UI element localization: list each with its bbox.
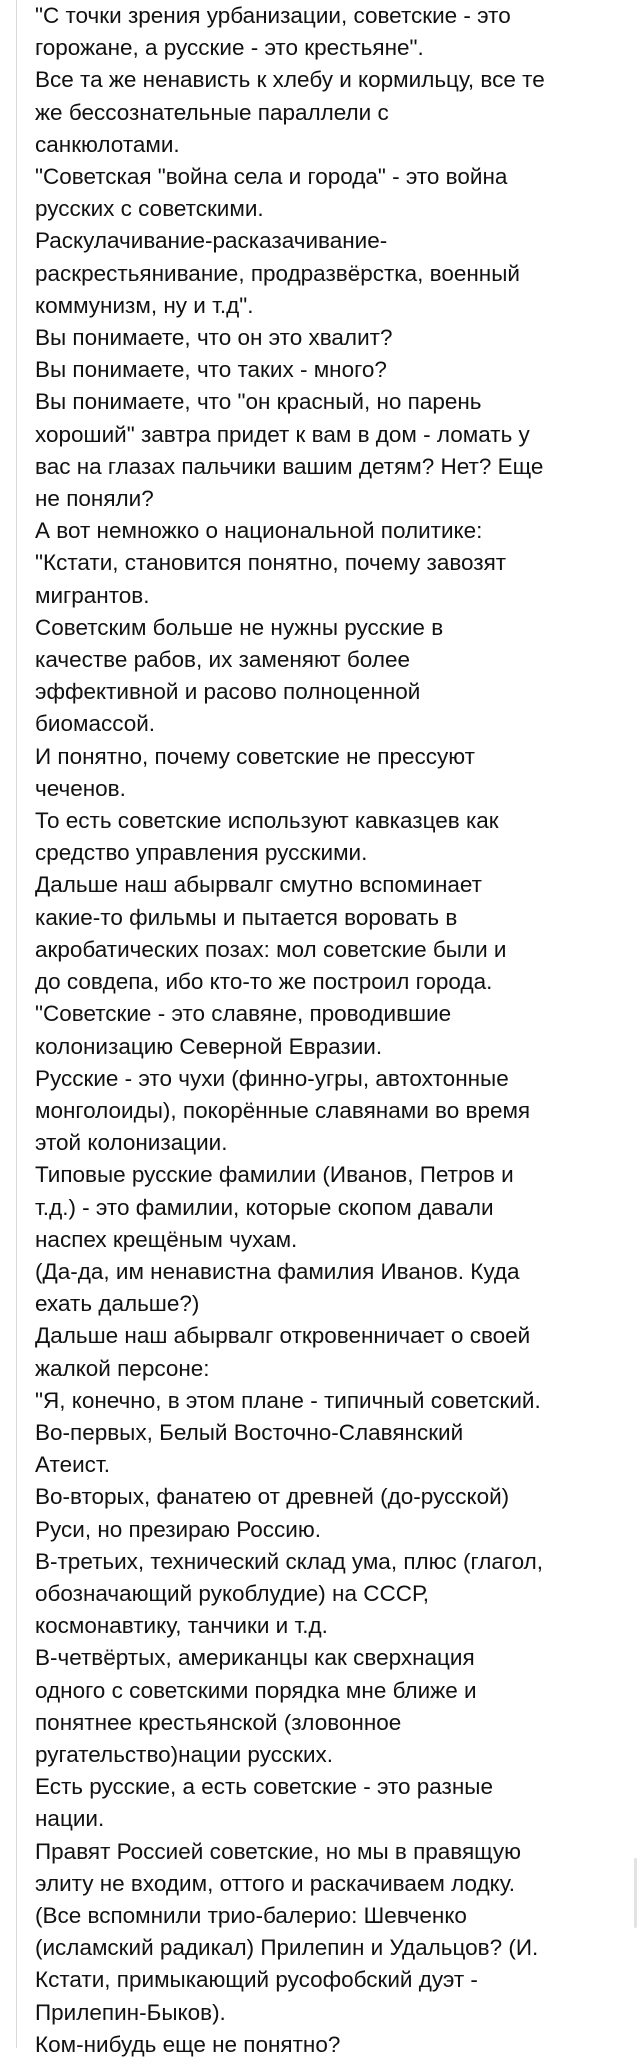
- post-text-line: раскрестьянивание, продразвёрстка, военный: [35, 260, 520, 286]
- post-text-line: Во-первых, Белый Восточно-Славянский: [35, 1419, 464, 1445]
- post-text-line: "Советская "война села и города" - это война: [35, 164, 508, 190]
- post-text-line: Правят Россией советские, но мы в правящую: [35, 1838, 522, 1864]
- post-text-line: жалкой персоне:: [35, 1355, 210, 1381]
- left-border-line: [16, 0, 17, 2048]
- post-text-line: Прилепин-Быков).: [35, 1999, 226, 2025]
- post-text-line: Дальше наш абырвалг смутно вспоминает: [35, 872, 482, 898]
- post-text-line: В-третьих, технический склад ума, плюс (глагол,: [35, 1548, 543, 1574]
- post-text-line: мигрантов.: [35, 582, 150, 608]
- post-text-line: качестве рабов, их заменяют более: [35, 647, 410, 673]
- post-text-line: русских с советскими.: [35, 196, 264, 222]
- post-text-line: Вы понимаете, что "он красный, но парень: [35, 389, 482, 415]
- post-text-line: биомассой.: [35, 711, 156, 737]
- post-text-line: чеченов.: [35, 775, 126, 801]
- post-text-line: "Я, конечно, в этом плане - типичный советский.: [35, 1387, 541, 1413]
- post-text-line: "Кстати, становится понятно, почему завозят: [35, 550, 507, 576]
- post-text-line: акробатических позах: мол советские были и: [35, 936, 507, 962]
- post-text-line: средство управления русскими.: [35, 840, 368, 866]
- post-text-line: горожане, а русские - это крестьяне".: [35, 35, 424, 61]
- post-text-line: Все та же ненависть к хлебу и кормильцу, все те: [35, 67, 545, 93]
- post-text-line: Ком-нибудь еще не понятно?: [35, 2031, 341, 2057]
- post-text-line: элиту не входим, оттого и раскачиваем лодку.: [35, 1870, 516, 1896]
- post-text-line: колонизацию Северной Евразии.: [35, 1033, 383, 1059]
- post-text-line: не поняли?: [35, 486, 154, 512]
- post-text-line: понятнее крестьянской (зловонное: [35, 1709, 402, 1735]
- post-text-line: Типовые русские фамилии (Иванов, Петров и: [35, 1162, 514, 1188]
- post-text-line: Руси, но презираю Россию.: [35, 1516, 321, 1542]
- post-text-line: "С точки зрения урбанизации, советские - это: [35, 3, 511, 28]
- post-text-line: Вы понимаете, что он это хвалит?: [35, 325, 393, 351]
- post-text-line: обозначающий рукоблудие) на СССР,: [35, 1580, 429, 1606]
- post-text-line: Советским больше не нужны русские в: [35, 614, 444, 640]
- post-text-line: Раскулачивание-расказачивание-: [35, 228, 388, 254]
- post-text-line: (исламский радикал) Прилепин и Удальцов? (И.: [35, 1935, 539, 1961]
- post-text-line: вас на глазах пальчики вашим детям? Нет? Еще: [35, 453, 544, 479]
- post-text-line: В-четвёртых, американцы как сверхнация: [35, 1645, 475, 1671]
- post-text-line: санкюлотами.: [35, 131, 180, 157]
- post-text-line: Вы понимаете, что таких - много?: [35, 357, 387, 383]
- post-text-line: монголоиды), покорённые славянами во время: [35, 1097, 531, 1123]
- post-text-line: Во-вторых, фанатею от древней (до-русской): [35, 1484, 510, 1510]
- post-text-line: ехать дальше?): [35, 1291, 200, 1317]
- post-text-line: т.д.) - это фамилии, которые скопом давали: [35, 1194, 494, 1220]
- post-text-line: одного с советскими порядка мне ближе и: [35, 1677, 477, 1703]
- post-text-line: Русские - это чухи (финно-угры, автохтонные: [35, 1065, 509, 1091]
- post-text-line: нации.: [35, 1806, 105, 1832]
- post-text-line: Дальше наш абырвалг откровенничает о своей: [35, 1323, 531, 1349]
- post-text-line: (Все вспомнили трио-балерио: Шевченко: [35, 1902, 467, 1928]
- post-text-line: коммунизм, ну и т.д".: [35, 292, 254, 318]
- post-text-line: ругательство)нации русских.: [35, 1741, 334, 1767]
- post-text-line: эффективной и расово полноценной: [35, 679, 421, 705]
- post-text-line: космонавтику, танчики и т.д.: [35, 1613, 328, 1639]
- post-text-line: (Да-да, им ненавистна фамилия Иванов. Куда: [35, 1258, 520, 1284]
- post-text-line: Есть русские, а есть советские - это разные: [35, 1774, 493, 1800]
- post-text-line: А вот немножко о национальной политике:: [35, 518, 483, 544]
- post-text-line: И понятно, почему советские не прессуют: [35, 743, 475, 769]
- post-text-line: какие-то фильмы и пытается воровать в: [35, 904, 458, 930]
- post-text-line: Атеист.: [35, 1452, 110, 1478]
- post-text-line: Кстати, примыкающий русофобский дуэт -: [35, 1967, 478, 1993]
- post-text-line: до совдепа, ибо кто-то же построил города.: [35, 969, 493, 995]
- post-text-line: же бессознательные параллели с: [35, 99, 389, 125]
- scrollbar-thumb[interactable]: [634, 1858, 637, 1928]
- post-body-text: [35, 0, 635, 2061]
- post-text-line: хороший" завтра придет к вам в дом - ломать у: [35, 421, 530, 447]
- post-text-line: "Советские - это славяне, проводившие: [35, 1001, 452, 1027]
- post-text-line: этой колонизации.: [35, 1130, 228, 1156]
- post-text-line: То есть советские используют кавказцев как: [35, 808, 499, 834]
- post-text-line: наспех крещёным чухам.: [35, 1226, 298, 1252]
